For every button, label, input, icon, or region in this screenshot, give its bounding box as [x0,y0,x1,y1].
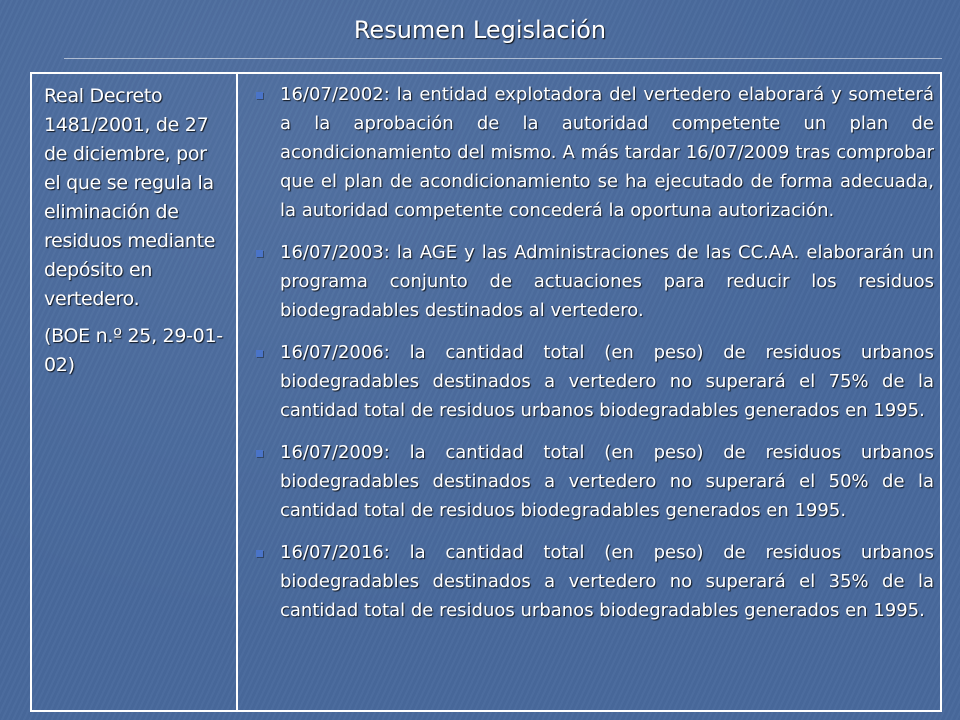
milestone-list [248,80,934,625]
milestone-item [248,438,934,525]
milestone-text: 16/07/2003: la AGE y las Administraciones de las CC.AA. elaborarán un programa conjunto de actuaciones para reducir los residuos biodegradables destinados al vertedero. [280,242,934,321]
milestone-item [248,238,934,325]
title-divider [64,58,942,59]
milestones-cell [238,74,940,710]
square-bullet-icon [256,450,263,457]
milestone-text: 16/07/2016: la cantidad total (en peso) de residuos urbanos biodegradables destinados a vertedero no superará el 35% de la cantidad total de residuos urbanos biodegradables generados en 1995. [280,542,934,621]
slide-title: Resumen Legislación [353,16,607,44]
milestone-item [248,80,934,225]
milestone-item [248,538,934,625]
milestone-text: 16/07/2002: la entidad explotadora del vertedero elaborará y someterá a la aprobación de la autoridad competente un plan de acondicionamiento del mismo. A más tardar 16/07/2009 tras comprobar que el plan de acondicionamiento se ha ejecutado de forma adecuada, la autoridad competente concederá la oportuna autorización. [280,84,934,221]
milestone-text: 16/07/2009: la cantidad total (en peso) de residuos urbanos biodegradables destinados a vertedero no superará el 50% de la cantidad total de residuos biodegradables generados en 1995. [280,442,934,521]
milestone-text: 16/07/2006: la cantidad total (en peso) de residuos urbanos biodegradables destinados a vertedero no superará el 75% de la cantidad total de residuos urbanos biodegradables generados en 1995. [280,342,934,421]
boe-reference: (BOE n.º 25, 29-01-02) [44,325,223,376]
square-bullet-icon [256,92,263,99]
legislation-table [30,72,942,712]
decree-title: Real Decreto 1481/2001, de 27 de diciembre, por el que se regula la eliminación de residuos mediante depósito en vertedero. [44,85,216,310]
square-bullet-icon [256,350,263,357]
square-bullet-icon [256,250,263,257]
square-bullet-icon [256,550,263,557]
milestone-item [248,338,934,425]
decree-cell [32,74,238,710]
